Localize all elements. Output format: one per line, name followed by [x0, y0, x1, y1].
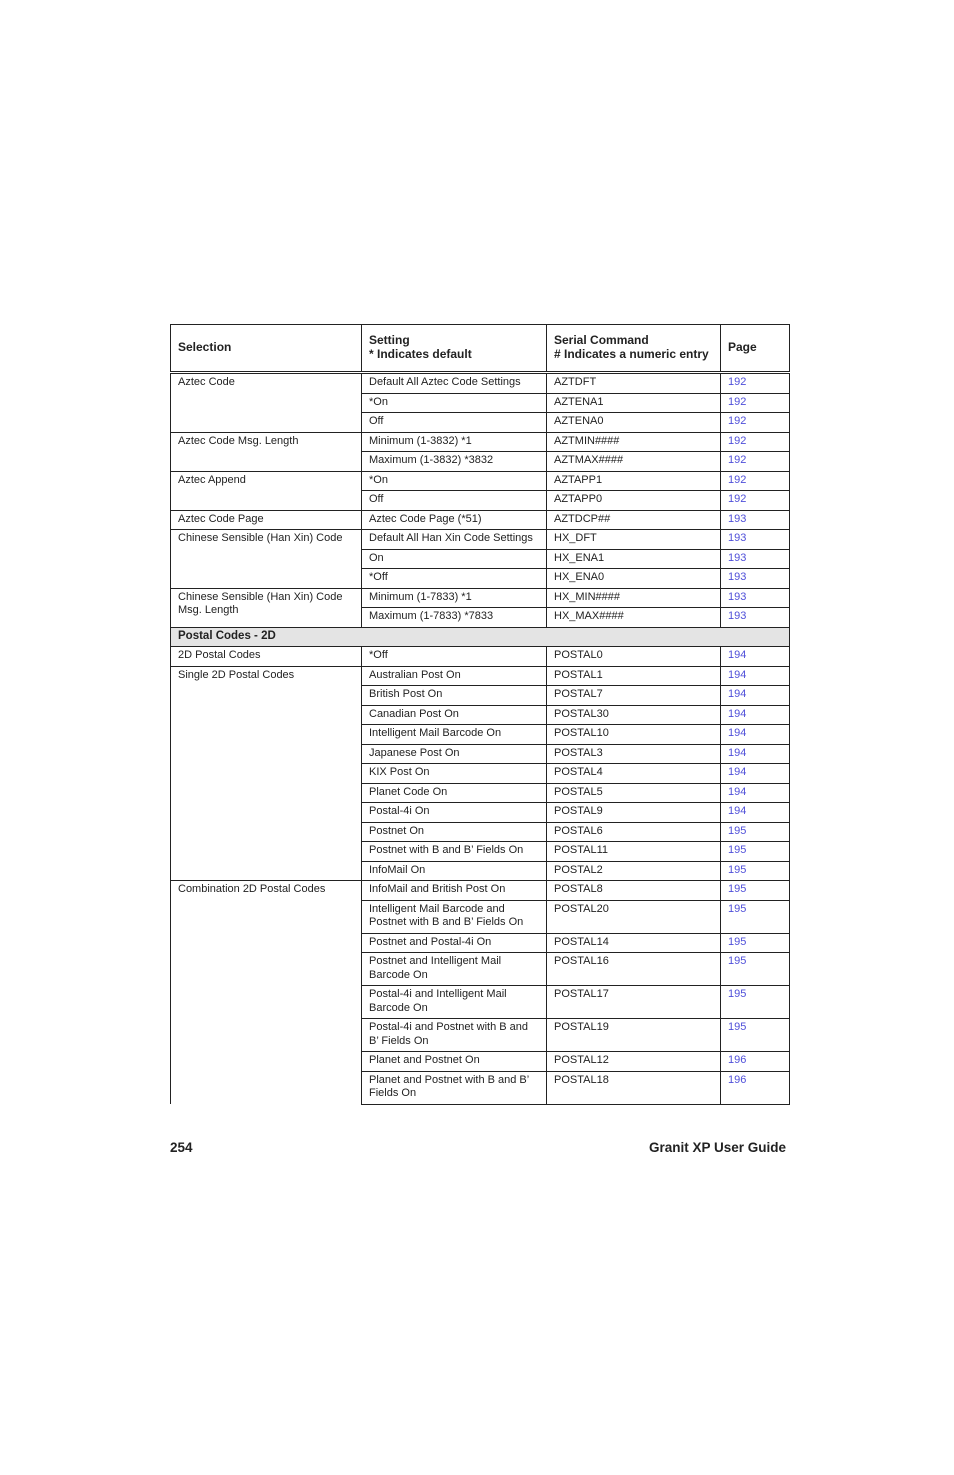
setting-cell: Postal-4i On	[362, 803, 547, 823]
page-link[interactable]: 192	[721, 413, 790, 433]
setting-cell: Postnet and Postal-4i On	[362, 933, 547, 953]
serial-command-cell: HX_DFT	[547, 530, 721, 550]
serial-command-cell: AZTAPP0	[547, 491, 721, 511]
page-link[interactable]: 194	[721, 803, 790, 823]
setting-cell: Intelligent Mail Barcode On	[362, 725, 547, 745]
serial-command-cell: HX_MIN####	[547, 588, 721, 608]
page-link[interactable]: 194	[721, 764, 790, 784]
page-link[interactable]: 192	[721, 491, 790, 511]
setting-cell: British Post On	[362, 686, 547, 706]
setting-cell: InfoMail and British Post On	[362, 881, 547, 901]
header-setting-note: * Indicates default	[369, 347, 472, 361]
serial-command-cell: POSTAL8	[547, 881, 721, 901]
serial-command-cell: POSTAL3	[547, 744, 721, 764]
setting-cell: Postnet and Intelligent Mail Barcode On	[362, 953, 547, 986]
setting-cell: On	[362, 549, 547, 569]
serial-command-cell: HX_ENA1	[547, 549, 721, 569]
serial-command-cell: AZTDFT	[547, 373, 721, 394]
setting-cell: InfoMail On	[362, 861, 547, 881]
page-link[interactable]: 193	[721, 510, 790, 530]
serial-command-cell: POSTAL2	[547, 861, 721, 881]
selection-cell: Aztec Append	[171, 471, 362, 510]
page-link[interactable]: 195	[721, 953, 790, 986]
serial-command-cell: POSTAL14	[547, 933, 721, 953]
serial-command-cell: HX_ENA0	[547, 569, 721, 589]
setting-cell: Aztec Code Page (*51)	[362, 510, 547, 530]
table-body	[171, 373, 790, 1105]
page-link[interactable]: 195	[721, 842, 790, 862]
setting-cell: Maximum (1-7833) *7833	[362, 608, 547, 628]
setting-cell: Australian Post On	[362, 666, 547, 686]
serial-command-cell: POSTAL11	[547, 842, 721, 862]
setting-cell: Postnet On	[362, 822, 547, 842]
serial-command-cell: POSTAL1	[547, 666, 721, 686]
serial-command-cell: AZTDCP##	[547, 510, 721, 530]
serial-command-cell: POSTAL16	[547, 953, 721, 986]
page-link[interactable]: 196	[721, 1052, 790, 1072]
setting-cell: *Off	[362, 569, 547, 589]
setting-cell: Planet and Postnet with B and B’ Fields On	[362, 1071, 547, 1104]
setting-cell: Postal-4i and Intelligent Mail Barcode On	[362, 986, 547, 1019]
footer-page-number: 254	[170, 1140, 193, 1155]
page-link[interactable]: 195	[721, 933, 790, 953]
serial-command-cell: HX_MAX####	[547, 608, 721, 628]
page-link[interactable]: 193	[721, 608, 790, 628]
page-link[interactable]: 192	[721, 452, 790, 472]
setting-cell: Postal-4i and Postnet with B and B’ Fields On	[362, 1019, 547, 1052]
setting-cell: Minimum (1-3832) *1	[362, 432, 547, 452]
page-link[interactable]: 195	[721, 822, 790, 842]
serial-command-cell: POSTAL12	[547, 1052, 721, 1072]
page-link[interactable]: 192	[721, 393, 790, 413]
selection-cell: Aztec Code Page	[171, 510, 362, 530]
serial-command-cell: AZTAPP1	[547, 471, 721, 491]
page-link[interactable]: 193	[721, 549, 790, 569]
table-row	[171, 530, 790, 550]
footer-guide-title: Granit XP User Guide	[648, 1140, 786, 1155]
page-link[interactable]: 194	[721, 666, 790, 686]
serial-command-cell: AZTENA1	[547, 393, 721, 413]
header-selection: Selection	[171, 325, 362, 373]
selection-cell: Single 2D Postal Codes	[171, 666, 362, 881]
table-row	[171, 373, 790, 394]
header-command-title: Serial Command	[554, 333, 649, 347]
serial-command-cell: POSTAL17	[547, 986, 721, 1019]
setting-cell: *On	[362, 393, 547, 413]
page-link[interactable]: 192	[721, 373, 790, 394]
serial-command-cell: POSTAL4	[547, 764, 721, 784]
serial-command-cell: POSTAL30	[547, 705, 721, 725]
serial-command-cell: AZTENA0	[547, 413, 721, 433]
table-row	[171, 666, 790, 686]
page-link[interactable]: 193	[721, 530, 790, 550]
setting-cell: Intelligent Mail Barcode and Postnet with B and B’ Fields On	[362, 900, 547, 933]
setting-cell: *Off	[362, 647, 547, 667]
serial-command-cell: POSTAL0	[547, 647, 721, 667]
serial-command-cell: POSTAL10	[547, 725, 721, 745]
setting-cell: Postnet with B and B’ Fields On	[362, 842, 547, 862]
serial-command-cell: POSTAL6	[547, 822, 721, 842]
page-link[interactable]: 192	[721, 471, 790, 491]
setting-cell: Minimum (1-7833) *1	[362, 588, 547, 608]
page-link[interactable]: 195	[721, 1019, 790, 1052]
header-command-note: # Indicates a numeric entry	[554, 347, 709, 361]
selection-cell: Chinese Sensible (Han Xin) Code	[171, 530, 362, 589]
table-row	[171, 881, 790, 901]
header-page: Page	[721, 325, 790, 373]
page-link[interactable]: 194	[721, 744, 790, 764]
page-link[interactable]: 195	[721, 881, 790, 901]
selection-cell: 2D Postal Codes	[171, 647, 362, 667]
header-serial-command	[547, 325, 721, 373]
section-title: Postal Codes - 2D	[171, 627, 790, 647]
table-row	[171, 432, 790, 452]
page-link[interactable]: 193	[721, 588, 790, 608]
selection-cell: Chinese Sensible (Han Xin) Code Msg. Length	[171, 588, 362, 627]
table-row	[171, 510, 790, 530]
serial-command-cell: POSTAL18	[547, 1071, 721, 1104]
table-row	[171, 647, 790, 667]
table-header-row	[171, 325, 790, 373]
setting-cell: Planet and Postnet On	[362, 1052, 547, 1072]
table-row	[171, 471, 790, 491]
serial-command-cell: POSTAL19	[547, 1019, 721, 1052]
setting-cell: *On	[362, 471, 547, 491]
setting-cell: Default All Aztec Code Settings	[362, 373, 547, 394]
table-row	[171, 588, 790, 608]
setting-cell: Maximum (1-3832) *3832	[362, 452, 547, 472]
page-link[interactable]: 194	[721, 686, 790, 706]
serial-command-cell: AZTMIN####	[547, 432, 721, 452]
serial-command-cell: POSTAL5	[547, 783, 721, 803]
settings-table	[170, 324, 790, 1105]
setting-cell: Japanese Post On	[362, 744, 547, 764]
serial-command-cell: AZTMAX####	[547, 452, 721, 472]
page-link[interactable]: 194	[721, 783, 790, 803]
page-link[interactable]: 193	[721, 569, 790, 589]
header-setting-title: Setting	[369, 333, 410, 347]
page-link[interactable]: 195	[721, 861, 790, 881]
setting-cell: Off	[362, 413, 547, 433]
page-link[interactable]: 194	[721, 725, 790, 745]
page-link[interactable]: 195	[721, 900, 790, 933]
serial-command-cell: POSTAL7	[547, 686, 721, 706]
page-link[interactable]: 192	[721, 432, 790, 452]
page-link[interactable]: 194	[721, 705, 790, 725]
setting-cell: Default All Han Xin Code Settings	[362, 530, 547, 550]
setting-cell: KIX Post On	[362, 764, 547, 784]
selection-cell: Aztec Code Msg. Length	[171, 432, 362, 471]
selection-cell: Aztec Code	[171, 373, 362, 433]
section-row	[171, 627, 790, 647]
serial-command-cell: POSTAL20	[547, 900, 721, 933]
setting-cell: Off	[362, 491, 547, 511]
page-link[interactable]: 195	[721, 986, 790, 1019]
selection-cell: Combination 2D Postal Codes	[171, 881, 362, 1105]
page-link[interactable]: 194	[721, 647, 790, 667]
page-link[interactable]: 196	[721, 1071, 790, 1104]
serial-command-cell: POSTAL9	[547, 803, 721, 823]
header-setting	[362, 325, 547, 373]
setting-cell: Planet Code On	[362, 783, 547, 803]
setting-cell: Canadian Post On	[362, 705, 547, 725]
